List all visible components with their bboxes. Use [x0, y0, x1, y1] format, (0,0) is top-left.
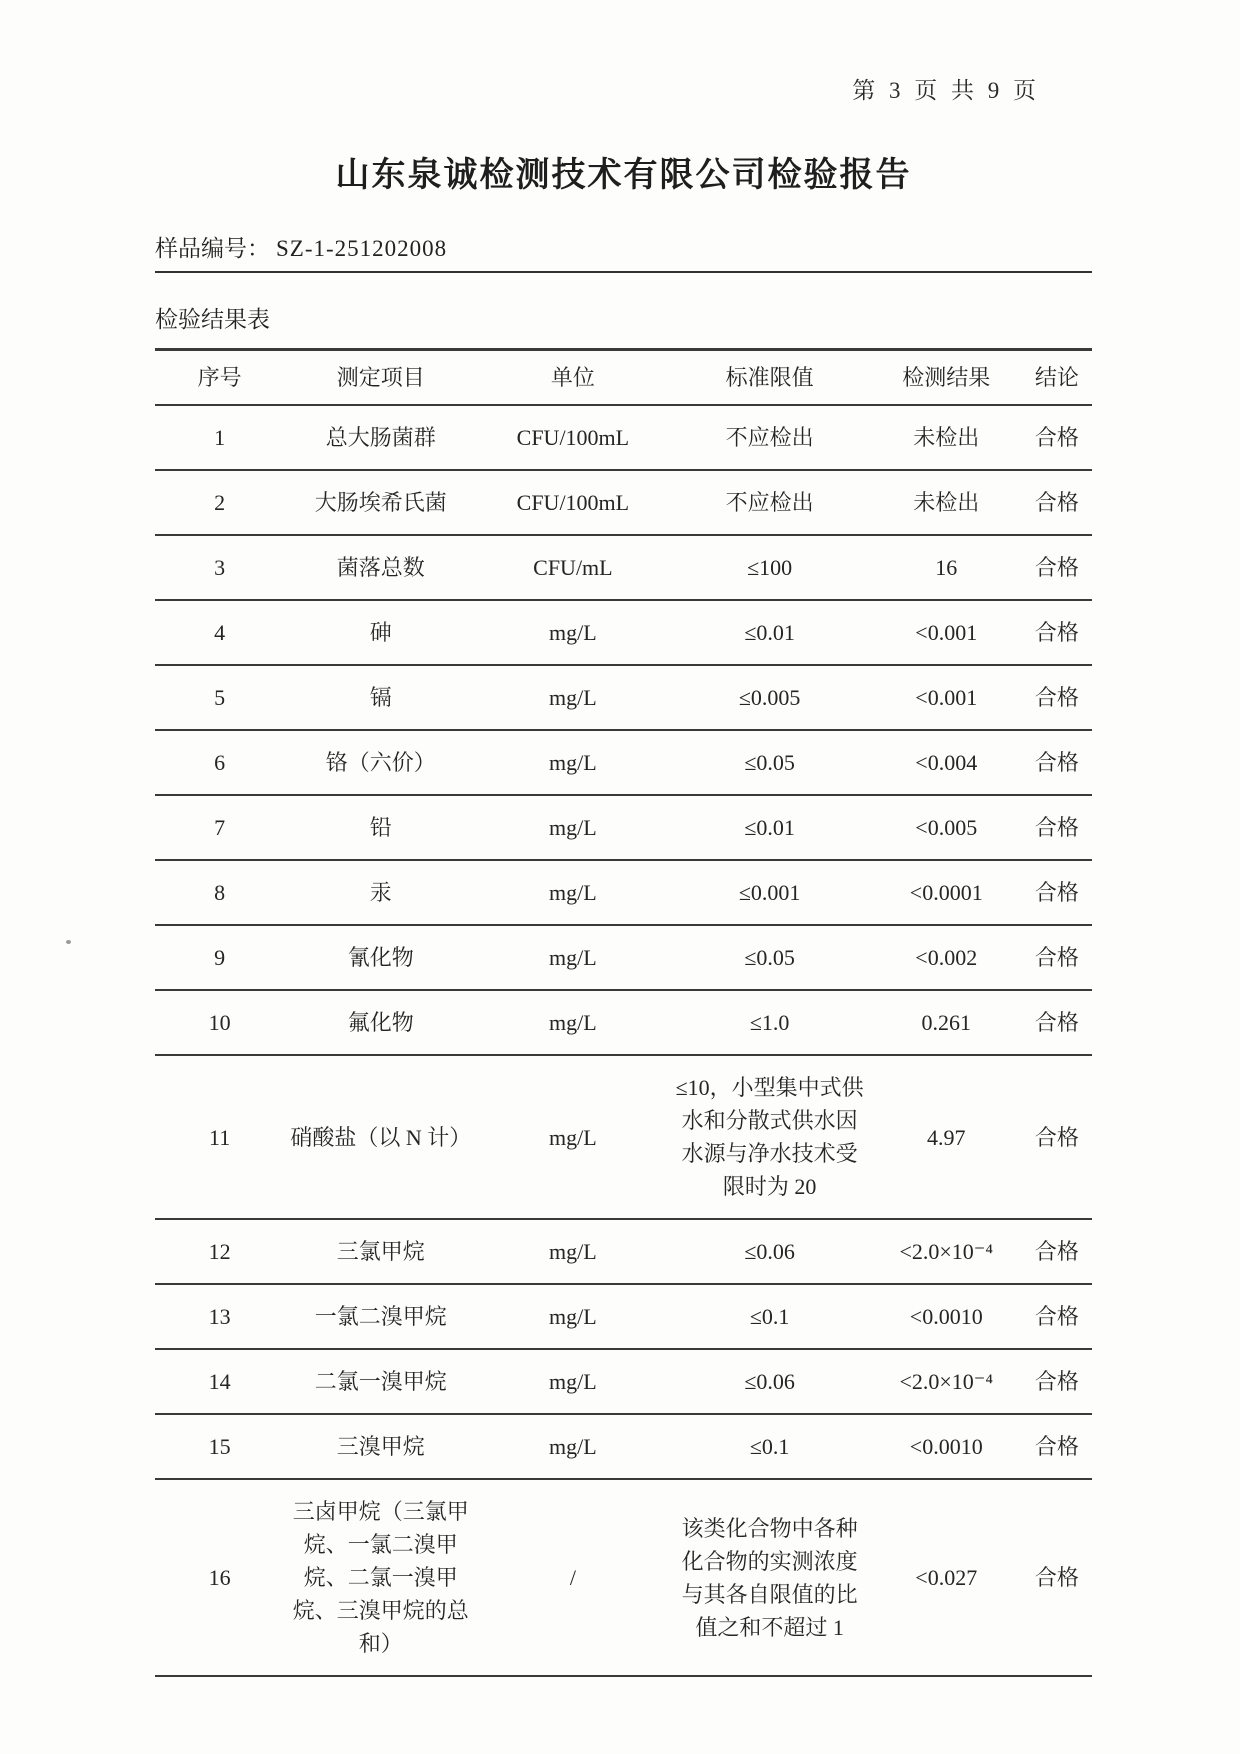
table-cell: 三卤甲烷（三氯甲烷、一氯二溴甲烷、二氯一溴甲烷、三溴甲烷的总和） [284, 1479, 477, 1676]
table-cell: 该类化合物中各种化合物的实测浓度与其各自限值的比值之和不超过 1 [668, 1479, 870, 1676]
table-cell: 3 [155, 535, 284, 600]
table-cell: CFU/mL [477, 535, 668, 600]
table-cell: 菌落总数 [284, 535, 477, 600]
table-row [155, 1479, 1092, 1676]
header-item: 测定项目 [284, 350, 477, 406]
table-row [155, 1349, 1092, 1414]
table-cell: 镉 [284, 665, 477, 730]
scan-artifact-dot [66, 940, 71, 944]
table-header-row [155, 350, 1092, 406]
table-row [155, 990, 1092, 1055]
table-cell: 一氯二溴甲烷 [284, 1284, 477, 1349]
table-cell: mg/L [477, 925, 668, 990]
table-row [155, 470, 1092, 535]
table-row [155, 860, 1092, 925]
table-cell: 合格 [1022, 665, 1092, 730]
table-cell: 16 [871, 535, 1022, 600]
table-cell: 12 [155, 1219, 284, 1284]
table-cell: 合格 [1022, 405, 1092, 470]
table-row [155, 1284, 1092, 1349]
table-cell: 合格 [1022, 990, 1092, 1055]
table-row [155, 1414, 1092, 1479]
table-cell: <0.005 [871, 795, 1022, 860]
table-row [155, 535, 1092, 600]
page-number: 第 3 页 共 9 页 [852, 78, 1040, 103]
table-cell: ≤1.0 [668, 990, 870, 1055]
table-cell: 14 [155, 1349, 284, 1414]
table-row [155, 925, 1092, 990]
table-cell: ≤0.1 [668, 1414, 870, 1479]
table-cell: ≤0.05 [668, 925, 870, 990]
table-cell: 6 [155, 730, 284, 795]
table-cell: ≤10，小型集中式供水和分散式供水因水源与净水技术受限时为 20 [668, 1055, 870, 1219]
table-cell: mg/L [477, 860, 668, 925]
table-cell: mg/L [477, 795, 668, 860]
table-cell: 4 [155, 600, 284, 665]
table-cell: 5 [155, 665, 284, 730]
table-cell: 15 [155, 1414, 284, 1479]
report-content [155, 0, 1092, 1677]
table-cell: 合格 [1022, 1055, 1092, 1219]
table-cell: mg/L [477, 1414, 668, 1479]
table-cell: ≤0.05 [668, 730, 870, 795]
table-cell: ≤0.001 [668, 860, 870, 925]
table-cell: ≤0.005 [668, 665, 870, 730]
table-cell: 铅 [284, 795, 477, 860]
table-row [155, 665, 1092, 730]
table-cell: 三氯甲烷 [284, 1219, 477, 1284]
table-cell: 合格 [1022, 795, 1092, 860]
table-cell: 合格 [1022, 1414, 1092, 1479]
table-cell: 总大肠菌群 [284, 405, 477, 470]
table-cell: 4.97 [871, 1055, 1022, 1219]
results-table [155, 348, 1092, 1677]
page-title: 山东泉诚检测技术有限公司检验报告 [335, 157, 912, 194]
table-cell: 未检出 [871, 470, 1022, 535]
table-cell: <0.0001 [871, 860, 1022, 925]
table-cell: ≤0.01 [668, 795, 870, 860]
header-index: 序号 [155, 350, 284, 406]
table-cell: 砷 [284, 600, 477, 665]
table-cell: 11 [155, 1055, 284, 1219]
table-cell: mg/L [477, 1349, 668, 1414]
table-cell: ≤0.06 [668, 1349, 870, 1414]
table-cell: <0.0010 [871, 1284, 1022, 1349]
table-cell: 合格 [1022, 1479, 1092, 1676]
table-cell: 合格 [1022, 1349, 1092, 1414]
table-cell: 合格 [1022, 1219, 1092, 1284]
table-cell: <0.004 [871, 730, 1022, 795]
table-cell: <2.0×10⁻⁴ [871, 1349, 1022, 1414]
table-cell: 硝酸盐（以 N 计） [284, 1055, 477, 1219]
table-cell: 二氯一溴甲烷 [284, 1349, 477, 1414]
sample-number-label: 样品编号： [155, 236, 270, 261]
table-row [155, 795, 1092, 860]
table-cell: mg/L [477, 665, 668, 730]
table-cell: 1 [155, 405, 284, 470]
table-cell: 合格 [1022, 860, 1092, 925]
table-row [155, 600, 1092, 665]
table-cell: 10 [155, 990, 284, 1055]
results-table-body [155, 405, 1092, 1676]
header-unit: 单位 [477, 350, 668, 406]
table-cell: 8 [155, 860, 284, 925]
table-row [155, 1055, 1092, 1219]
table-cell: 合格 [1022, 925, 1092, 990]
table-cell: 2 [155, 470, 284, 535]
table-cell: mg/L [477, 1055, 668, 1219]
table-cell: 合格 [1022, 730, 1092, 795]
table-cell: mg/L [477, 990, 668, 1055]
table-row [155, 730, 1092, 795]
table-cell: 未检出 [871, 405, 1022, 470]
table-cell: 氟化物 [284, 990, 477, 1055]
table-cell: / [477, 1479, 668, 1676]
header-conclusion: 结论 [1022, 350, 1092, 406]
table-row [155, 1219, 1092, 1284]
table-cell: ≤0.1 [668, 1284, 870, 1349]
table-cell: 合格 [1022, 1284, 1092, 1349]
table-cell: 合格 [1022, 470, 1092, 535]
table-cell: <0.027 [871, 1479, 1022, 1676]
table-cell: 不应检出 [668, 470, 870, 535]
table-cell: <0.0010 [871, 1414, 1022, 1479]
table-cell: 氰化物 [284, 925, 477, 990]
table-cell: CFU/100mL [477, 405, 668, 470]
table-cell: 三溴甲烷 [284, 1414, 477, 1479]
table-cell: <0.002 [871, 925, 1022, 990]
table-cell: 铬（六价） [284, 730, 477, 795]
table-cell: mg/L [477, 1219, 668, 1284]
header-limit: 标准限值 [668, 350, 870, 406]
table-cell: mg/L [477, 600, 668, 665]
table-cell: 7 [155, 795, 284, 860]
table-cell: 16 [155, 1479, 284, 1676]
table-row [155, 405, 1092, 470]
table-cell: 13 [155, 1284, 284, 1349]
table-cell: mg/L [477, 1284, 668, 1349]
table-cell: 大肠埃希氏菌 [284, 470, 477, 535]
header-result: 检测结果 [871, 350, 1022, 406]
table-cell: 0.261 [871, 990, 1022, 1055]
sample-number-line [155, 230, 1092, 273]
sample-number-value: SZ-1-251202008 [276, 236, 448, 261]
table-cell: <0.001 [871, 665, 1022, 730]
table-cell: <2.0×10⁻⁴ [871, 1219, 1022, 1284]
table-cell: mg/L [477, 730, 668, 795]
table-cell: 9 [155, 925, 284, 990]
table-cell: 不应检出 [668, 405, 870, 470]
table-cell: ≤100 [668, 535, 870, 600]
table-cell: 合格 [1022, 600, 1092, 665]
table-cell: ≤0.06 [668, 1219, 870, 1284]
table-cell: CFU/100mL [477, 470, 668, 535]
table-cell: 合格 [1022, 535, 1092, 600]
section-title: 检验结果表 [155, 307, 270, 332]
table-cell: <0.001 [871, 600, 1022, 665]
table-cell: ≤0.01 [668, 600, 870, 665]
table-cell: 汞 [284, 860, 477, 925]
